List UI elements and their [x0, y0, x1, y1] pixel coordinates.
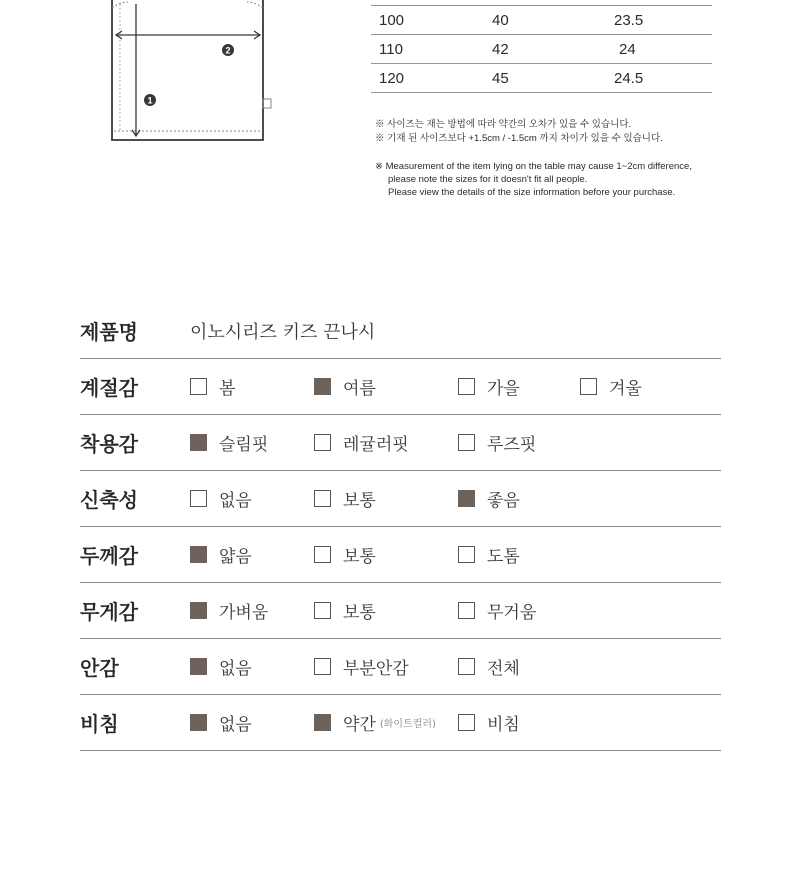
empty-box-icon [458, 434, 475, 451]
option-label: 루즈핏 [487, 434, 537, 455]
size-cell: 110 [379, 41, 403, 58]
option-label: 없음 [219, 714, 252, 735]
spec-row [80, 583, 721, 639]
table-row [371, 64, 712, 93]
spec-option [190, 487, 252, 509]
size-cell: 120 [379, 70, 405, 87]
spec-option [190, 711, 252, 733]
size-notes [375, 118, 775, 199]
spec-option [314, 431, 409, 453]
product-name: 이노시리즈 키즈 끈나시 [190, 322, 376, 343]
length-cell: 24 [619, 41, 636, 58]
spec-option [458, 711, 520, 733]
length-cell: 24.5 [614, 70, 644, 87]
chest-cell: 40 [492, 12, 509, 29]
option-label: 없음 [219, 490, 252, 511]
empty-box-icon [314, 490, 331, 507]
note-en-1: ※ Measurement of the item lying on the table may cause 1~2cm difference, [375, 161, 692, 172]
spec-row [80, 471, 721, 527]
table-row [371, 6, 712, 35]
option-label: 레귤러핏 [343, 434, 409, 455]
note-en-3: Please view the details of the size information before your purchase. [388, 187, 676, 198]
spec-row [80, 415, 721, 471]
option-label: 약간 [343, 714, 376, 735]
empty-box-icon [458, 546, 475, 563]
spec-label: 제품명 [80, 320, 138, 344]
note-en-2: please note the sizes for it doesn't fit all people. [388, 174, 588, 185]
option-label: 도톰 [487, 546, 520, 567]
option-label: 보통 [343, 546, 376, 567]
checked-box-icon [190, 434, 207, 451]
spec-label: 신축성 [80, 488, 138, 512]
spec-option [458, 599, 536, 621]
spec-option [458, 655, 520, 677]
spec-option [458, 431, 536, 453]
option-label: 좋음 [487, 490, 520, 511]
empty-box-icon [458, 714, 475, 731]
option-label: 없음 [219, 658, 252, 679]
garment-diagram [100, 0, 290, 160]
option-label: 봄 [219, 378, 236, 399]
empty-box-icon [314, 434, 331, 451]
spec-rows [80, 359, 721, 751]
empty-box-icon [458, 658, 475, 675]
spec-option [314, 599, 376, 621]
empty-box-icon [458, 602, 475, 619]
empty-box-icon [314, 658, 331, 675]
empty-box-icon [580, 378, 597, 395]
option-label: 전체 [487, 658, 520, 679]
size-table [371, 0, 712, 93]
tank-top-outline [100, 0, 290, 160]
spec-option [190, 599, 268, 621]
spec-label: 안감 [80, 656, 119, 680]
spec-label: 두께감 [80, 544, 138, 568]
spec-option [314, 543, 376, 565]
chest-cell: 42 [492, 41, 509, 58]
note-kr-1: ※ 사이즈는 재는 방법에 따라 약간의 오차가 있을 수 있습니다. [375, 119, 632, 130]
option-note: (화이트컬러) [379, 718, 436, 730]
spec-row [80, 639, 721, 695]
spec-option [458, 543, 520, 565]
spec-row [80, 359, 721, 415]
spec-option [314, 655, 409, 677]
empty-box-icon [190, 378, 207, 395]
marker-1-label: 1 [147, 95, 153, 106]
spec-row [80, 527, 721, 583]
spec-row-product [80, 303, 721, 359]
checked-box-icon [314, 714, 331, 731]
option-label: 여름 [343, 378, 376, 399]
spec-option [190, 655, 252, 677]
option-label: 비침 [487, 714, 520, 735]
spec-label: 계절감 [80, 376, 138, 400]
spec-option [458, 375, 520, 397]
empty-box-icon [314, 602, 331, 619]
option-label: 무거움 [487, 602, 537, 623]
checked-box-icon [190, 658, 207, 675]
spec-option [190, 375, 235, 397]
spec-option [314, 375, 376, 397]
checked-box-icon [314, 378, 331, 395]
option-label: 보통 [343, 490, 376, 511]
option-label: 가벼움 [219, 602, 269, 623]
table-row [371, 35, 712, 64]
checked-box-icon [190, 602, 207, 619]
empty-box-icon [314, 546, 331, 563]
spec-table [80, 303, 721, 751]
option-label: 부분안감 [343, 658, 409, 679]
option-label: 가을 [487, 378, 520, 399]
checked-box-icon [190, 714, 207, 731]
spec-option [190, 543, 252, 565]
size-cell: 100 [379, 12, 405, 29]
spec-option [314, 487, 376, 509]
spec-option [458, 487, 520, 509]
marker-2-label: 2 [225, 45, 231, 56]
option-label: 겨울 [609, 378, 642, 399]
spec-label: 착용감 [80, 432, 138, 456]
checked-box-icon [190, 546, 207, 563]
spec-option [580, 375, 642, 397]
spec-option [314, 711, 436, 733]
option-label: 얇음 [219, 546, 252, 567]
checked-box-icon [458, 490, 475, 507]
empty-box-icon [190, 490, 207, 507]
spec-row [80, 695, 721, 751]
chest-cell: 45 [492, 70, 509, 87]
spec-label: 무게감 [80, 600, 138, 624]
empty-box-icon [458, 378, 475, 395]
note-kr-2: ※ 기재 된 사이즈보다 +1.5cm / -1.5cm 까지 차이가 있을 수 있습니다. [375, 133, 663, 144]
option-label: 슬림핏 [219, 434, 269, 455]
spec-option [190, 431, 268, 453]
option-label: 보통 [343, 602, 376, 623]
spec-label: 비침 [80, 712, 119, 736]
length-cell: 23.5 [614, 12, 644, 29]
